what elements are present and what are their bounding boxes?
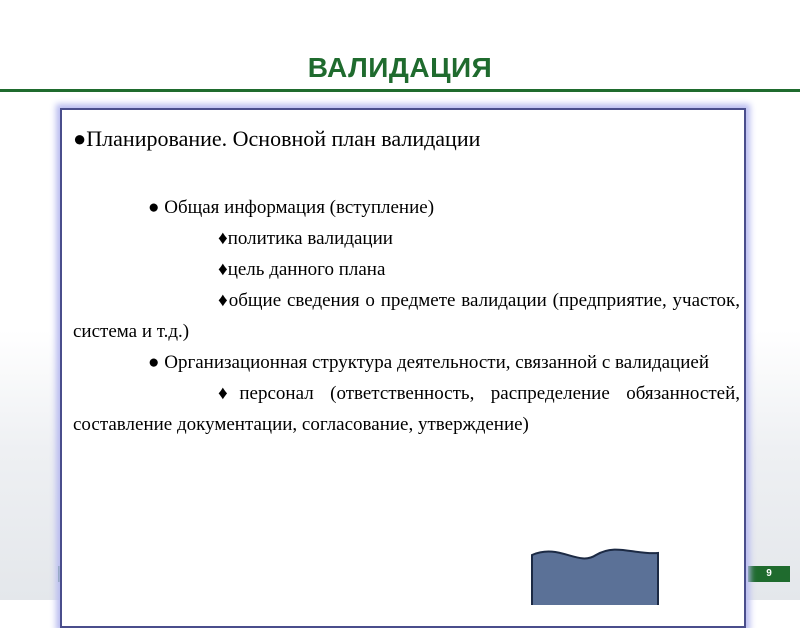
title-divider [0, 89, 800, 92]
content-heading: ●Планирование. Основной план валидации [73, 126, 481, 151]
sub-bullet-policy: ♦политика валидации [218, 228, 393, 249]
slide-title: ВАЛИДАЦИЯ [307, 52, 493, 83]
sub-bullet-plan-goal: ♦цель данного плана [218, 259, 386, 280]
page-number: 9 [748, 566, 790, 582]
sub-bullet-personnel: ♦персонал (ответственность, распределение обязанностей, составление документации, согласование, утверждение) [73, 383, 740, 435]
content-text [73, 120, 740, 440]
bullet-org-structure: ● Организационная структура деятельности, связанной с валидацией [148, 352, 710, 373]
bullet-general-info: ● Общая информация (вступление) [148, 197, 435, 218]
wave-banner-shape [530, 545, 660, 605]
sub-bullet-subject-info: ♦общие сведения о предмете валидации (предприятие, участок, система и т.д.) [73, 290, 740, 342]
